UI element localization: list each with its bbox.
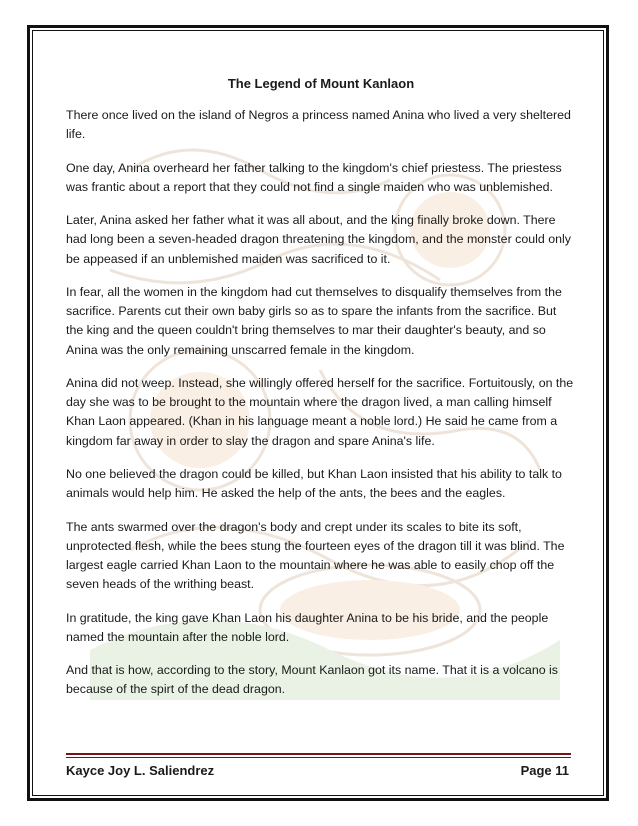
footer-rule-thick [66,753,571,755]
paragraph-7: The ants swarmed over the dragon's body and crept under its scales to bite its soft, unprotected flesh, while the bees stung the fourteen eyes of the dragon till it was blind. The largest eagle carried Khan Laon to the mountain where he was able to easily chop off the seven heads of the writhing beast. [66,519,565,592]
paragraph-9: And that is how, according to the story, Mount Kanlaon got its name. That it is a volcano is because of the spirt of the dead dragon. [66,663,558,697]
paragraph-3: Later, Anina asked her father what it was all about, and the king finally broke down. There had long been a seven-headed dragon threatening the kingdom, and the monster could only be appeased if an unblemished maiden was sacrificed to it. [66,213,571,266]
paragraph-4: In fear, all the women in the kingdom had cut themselves to disqualify themselves from the sacrifice. Parents cut their own baby girls so as to spare the infants from the sacrifice. But the king and the queen couldn't bring themselves to mar their daughter's beauty, and so Anina was the only remaining unscarred female in the kingdom. [66,284,562,357]
paragraph-2: One day, Anina overheard her father talking to the kingdom's chief priestess. The priestess was frantic about a report that they could not find a single maiden who was unblemished. [66,160,562,194]
paragraph-6: No one believed the dragon could be killed, but Khan Laon insisted that his ability to talk to animals would help him. He asked the help of the ants, the bees and the eagles. [66,466,562,501]
paragraph-1: There once lived on the island of Negros a princess named Anina who lived a very sheltered life. [66,108,571,142]
footer-page-number: Page 11 [520,763,569,778]
paragraph-5: Anina did not weep. Instead, she willingly offered herself for the sacrifice. Fortuitously, on the day she was to be brought to the mountain where the dragon lived, a man calling himself Khan Laon appeared. (Khan in his language meant a noble lord.) He said he came from a kingdom far away in order to slay the dragon and spare Anina's life. [66,375,574,448]
paragraph-8: In gratitude, the king gave Khan Laon his daughter Anina to be his bride, and the people named the mountain after the noble lord. [66,610,549,644]
document-title: The Legend of Mount Kanlaon [227,76,415,91]
footer-author: Kayce Joy L. Saliendrez [66,763,215,778]
footer-rule-thin [66,757,571,758]
document-body [66,76,576,714]
